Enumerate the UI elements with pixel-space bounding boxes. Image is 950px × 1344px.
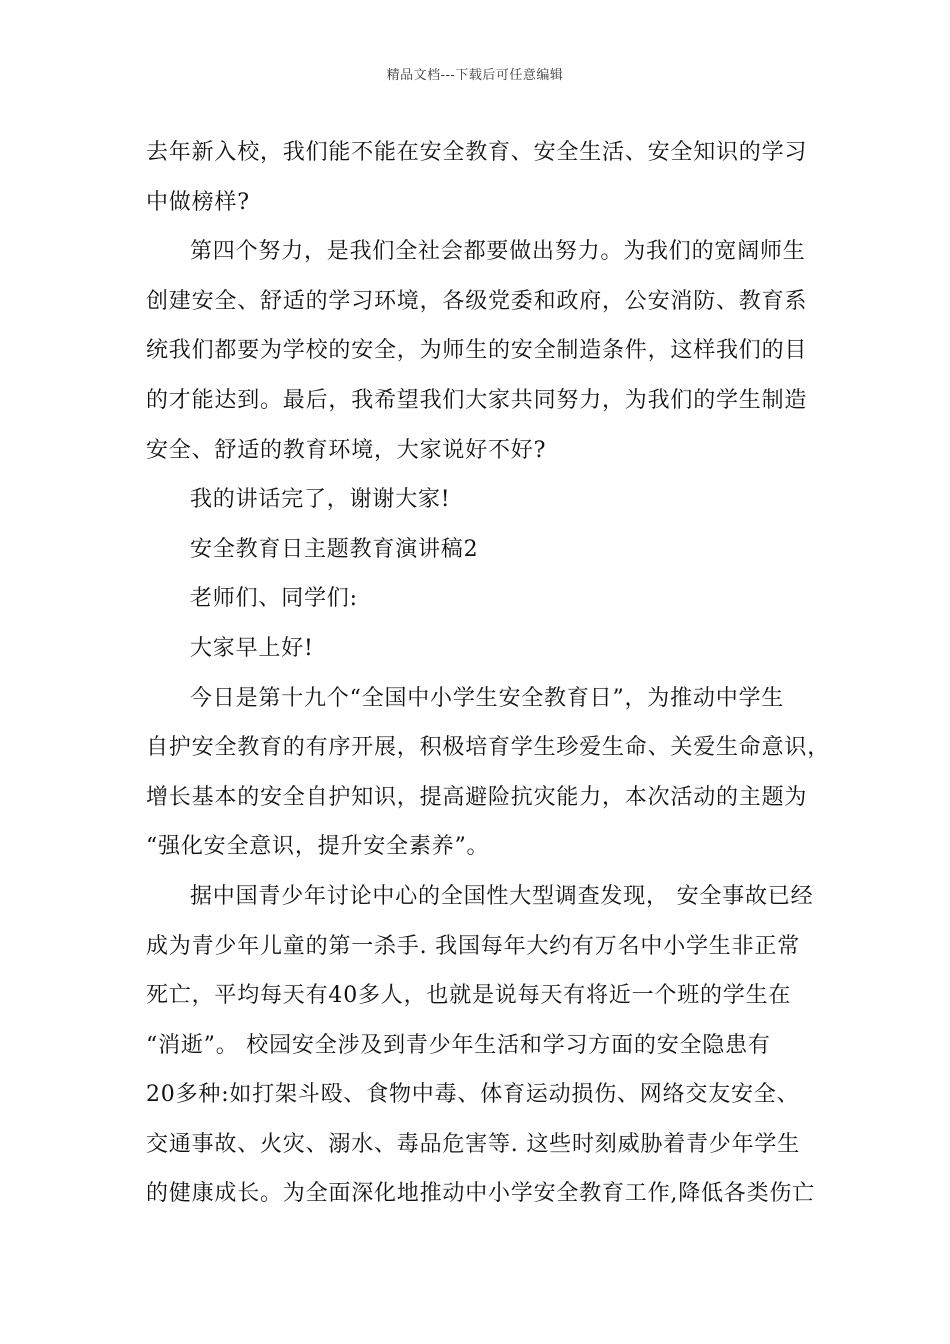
text-line: 大家早上好! [190, 635, 314, 661]
text-line: 据中国青少年讨论中心的全国性大型调查发现， 安全事故已经 [190, 883, 814, 909]
text-line: 的才能达到。最后，我希望我们大家共同努力，为我们的学生制造 [146, 387, 808, 413]
text-line: 安全、舒适的教育环境，大家说好不好? [146, 437, 547, 463]
text-line: 第四个努力，是我们全社会都要做出努力。为我们的宽阔师生 [190, 239, 806, 265]
text-line: 统我们都要为学校的安全，为师生的安全制造条件，这样我们的目 [146, 338, 808, 364]
text-line: 中做榜样? [146, 189, 250, 215]
text-line: “强化安全意识，提升安全素养”。 [146, 834, 490, 860]
text-line: 成为青少年儿童的第一杀手. 我国每年大约有万名中小学生非正常 [146, 933, 800, 959]
section-title: 安全教育日主题教育演讲稿2 [190, 536, 479, 562]
page-header: 精品文档---下载后可任意编辑 [386, 68, 564, 83]
text-line: 的健康成长。为全面深化地推动中小学安全教育工作,降低各类伤亡 [146, 1181, 815, 1207]
text-line: 死亡，平均每天有40多人，也就是说每天有将近一个班的学生在 [146, 983, 792, 1009]
text-line: 自护安全教育的有序开展，积极培育学生珍爱生命、关爱生命意识， [146, 735, 831, 761]
text-line: 我的讲话完了，谢谢大家! [190, 487, 451, 513]
text-line: 今日是第十九个“全国中小学生安全教育日”，为推动中学生 [190, 685, 785, 711]
text-line: 交通事故、火灾、溺水、毒品危害等. 这些时刻威胁着青少年学生 [146, 1131, 800, 1157]
text-line: 创建安全、舒适的学习环境，各级党委和政府，公安消防、教育系 [146, 288, 808, 314]
text-line: “消逝”。 校园安全涉及到青少年生活和学习方面的安全隐患有 [146, 1032, 771, 1058]
text-line: 老师们、同学们: [190, 586, 358, 612]
text-line: 增长基本的安全自护知识，提高避险抗灾能力，本次活动的主题为 [146, 784, 808, 810]
text-line: 20多种:如打架斗殴、食物中毒、体育运动损伤、网络交友安全、 [146, 1082, 800, 1108]
document-body [146, 128, 831, 1219]
text-line: 去年新入校，我们能不能在安全教育、安全生活、安全知识的学习 [146, 140, 808, 165]
